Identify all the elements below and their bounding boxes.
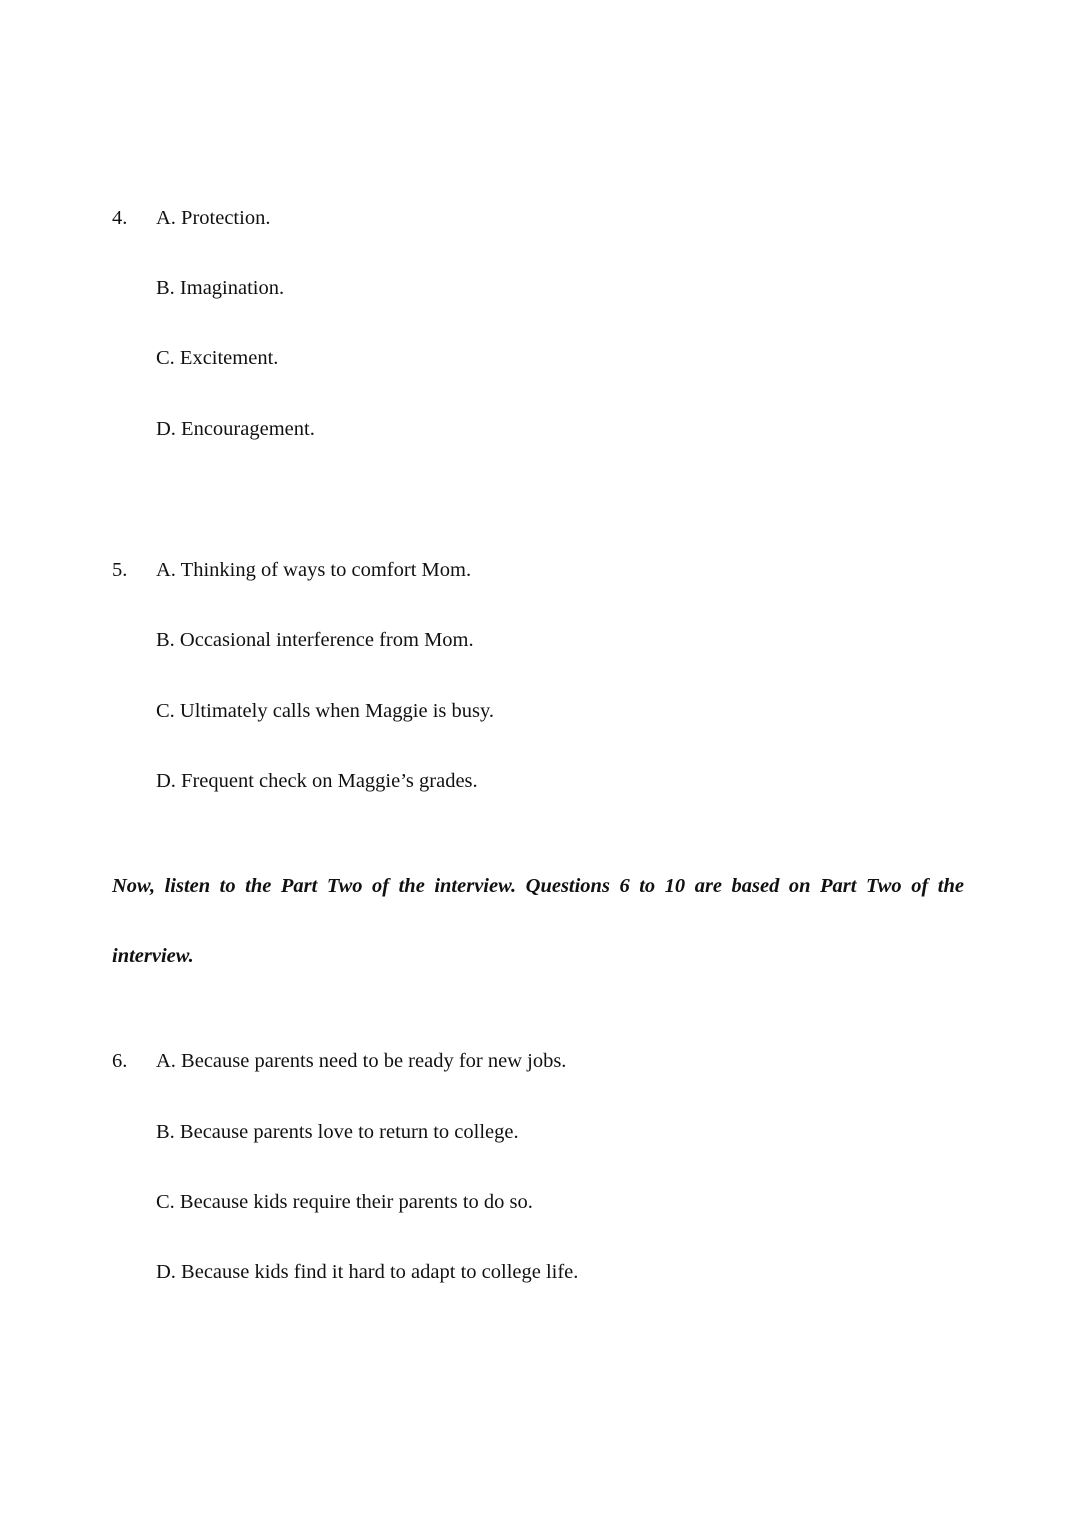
question-number: 5. (112, 559, 128, 581)
option-d: D. Encouragement. (156, 418, 315, 440)
option-d: D. Frequent check on Maggie’s grades. (156, 770, 478, 792)
option-a: A. Because parents need to be ready for new jobs. (156, 1050, 567, 1072)
option-c: C. Excitement. (156, 347, 279, 369)
instruction-line-1: Now, listen to the Part Two of the interview. Questions 6 to 10 are based on Part Two of the (112, 875, 964, 897)
option-c: C. Because kids require their parents to do so. (156, 1191, 533, 1213)
option-b: B. Because parents love to return to college. (156, 1121, 519, 1143)
option-b: B. Imagination. (156, 277, 285, 299)
option-b: B. Occasional interference from Mom. (156, 629, 474, 651)
instruction-line-2: interview. (112, 945, 194, 967)
option-a: A. Thinking of ways to comfort Mom. (156, 559, 472, 581)
option-c: C. Ultimately calls when Maggie is busy. (156, 700, 495, 722)
option-d: D. Because kids find it hard to adapt to college life. (156, 1261, 579, 1283)
question-number: 4. (112, 207, 128, 229)
option-a: A. Protection. (156, 207, 271, 229)
question-number: 6. (112, 1050, 128, 1072)
